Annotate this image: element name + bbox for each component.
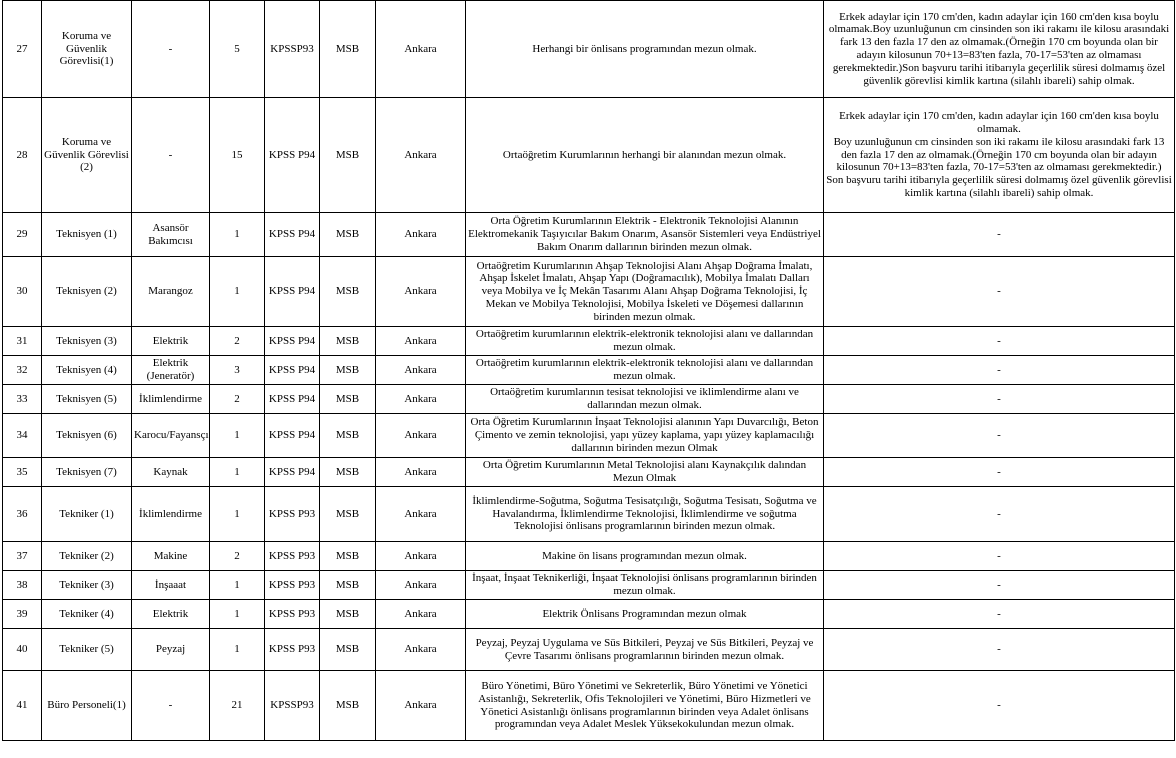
education-requirement: Ortaöğretim kurumlarının elektrik-elektronik teknolojisi alanı ve dallarından mezun olmak. — [466, 327, 824, 356]
position-subtitle: - — [132, 1, 210, 98]
table-row — [3, 600, 1175, 629]
position-subtitle: Elektrik — [132, 600, 210, 629]
city-name: Ankara — [376, 542, 466, 571]
education-requirement: Orta Öğretim Kurumlarının İnşaat Teknolojisi alanının Yapı Duvarcılığı, Beton Çimento ve zemin teknolojisi, yapı yüzey kaplama, yapı yüzey kaplamacılığı dallarının birinden mezun Olmak — [466, 414, 824, 458]
city-name: Ankara — [376, 571, 466, 600]
table-row — [3, 458, 1175, 487]
row-number: 40 — [3, 629, 42, 671]
education-requirement: Orta Öğretim Kurumlarının Metal Teknolojisi alanı Kaynakçılık dalından Mezun Olmak — [466, 458, 824, 487]
unit-name: MSB — [320, 487, 376, 542]
special-conditions: - — [824, 356, 1175, 385]
special-conditions: - — [824, 385, 1175, 414]
row-number: 32 — [3, 356, 42, 385]
position-count: 1 — [210, 414, 265, 458]
city-name: Ankara — [376, 356, 466, 385]
city-name: Ankara — [376, 98, 466, 213]
exam-type: KPSS P94 — [265, 327, 320, 356]
unit-name: MSB — [320, 257, 376, 327]
education-requirement: Büro Yönetimi, Büro Yönetimi ve Sekreterlik, Büro Yönetimi ve Yönetici Asistanlığı, Sekreterlik, Ofis Teknolojileri ve Yönetimi, Büro Hizmetleri ve Yönetici Asistanlığı önlisans programlarının birinden veya Adalet önlisans programından veya Adalet Meslek Yüksekokulundan mezun olmak. — [466, 671, 824, 741]
position-subtitle: Elektrik (Jeneratör) — [132, 356, 210, 385]
table-row — [3, 98, 1175, 213]
row-number: 38 — [3, 571, 42, 600]
special-conditions: - — [824, 542, 1175, 571]
position-subtitle: İklimlendirme — [132, 487, 210, 542]
positions-table — [2, 0, 1175, 741]
city-name: Ankara — [376, 487, 466, 542]
row-number: 39 — [3, 600, 42, 629]
unit-name: MSB — [320, 671, 376, 741]
unit-name: MSB — [320, 571, 376, 600]
special-conditions: - — [824, 600, 1175, 629]
position-count: 1 — [210, 257, 265, 327]
special-conditions: - — [824, 213, 1175, 257]
position-subtitle: - — [132, 671, 210, 741]
city-name: Ankara — [376, 629, 466, 671]
table-row — [3, 671, 1175, 741]
position-count: 5 — [210, 1, 265, 98]
exam-type: KPSS P93 — [265, 487, 320, 542]
position-subtitle: Asansör Bakımcısı — [132, 213, 210, 257]
exam-type: KPSS P94 — [265, 414, 320, 458]
position-count: 2 — [210, 327, 265, 356]
table-row — [3, 414, 1175, 458]
education-requirement: Peyzaj, Peyzaj Uygulama ve Süs Bitkileri, Peyzaj ve Süs Bitkileri, Peyzaj ve Çevre Tasarımı önlisans programlarının birinden mezun olmak. — [466, 629, 824, 671]
row-number: 27 — [3, 1, 42, 98]
city-name: Ankara — [376, 414, 466, 458]
education-requirement: Ortaöğretim kurumlarının elektrik-elektronik teknolojisi alanı ve dallarından mezun olmak. — [466, 356, 824, 385]
table-row — [3, 571, 1175, 600]
unit-name: MSB — [320, 213, 376, 257]
position-title: Teknisyen (2) — [42, 257, 132, 327]
position-count: 1 — [210, 487, 265, 542]
exam-type: KPSSP93 — [265, 671, 320, 741]
position-title: Tekniker (3) — [42, 571, 132, 600]
unit-name: MSB — [320, 98, 376, 213]
exam-type: KPSS P94 — [265, 257, 320, 327]
unit-name: MSB — [320, 356, 376, 385]
position-title: Teknisyen (1) — [42, 213, 132, 257]
table-row — [3, 213, 1175, 257]
row-number: 36 — [3, 487, 42, 542]
exam-type: KPSS P93 — [265, 542, 320, 571]
city-name: Ankara — [376, 600, 466, 629]
position-title: Teknisyen (4) — [42, 356, 132, 385]
position-title: Tekniker (5) — [42, 629, 132, 671]
row-number: 29 — [3, 213, 42, 257]
exam-type: KPSS P94 — [265, 385, 320, 414]
table-row — [3, 1, 1175, 98]
row-number: 37 — [3, 542, 42, 571]
position-count: 1 — [210, 571, 265, 600]
position-subtitle: Peyzaj — [132, 629, 210, 671]
position-count: 1 — [210, 600, 265, 629]
unit-name: MSB — [320, 414, 376, 458]
table-row — [3, 629, 1175, 671]
row-number: 35 — [3, 458, 42, 487]
exam-type: KPSS P94 — [265, 356, 320, 385]
exam-type: KPSS P94 — [265, 98, 320, 213]
position-count: 1 — [210, 458, 265, 487]
position-subtitle: - — [132, 98, 210, 213]
position-title: Koruma ve Güvenlik Görevlisi(1) — [42, 1, 132, 98]
unit-name: MSB — [320, 458, 376, 487]
special-conditions: - — [824, 571, 1175, 600]
exam-type: KPSSP93 — [265, 1, 320, 98]
special-conditions: - — [824, 458, 1175, 487]
position-count: 2 — [210, 542, 265, 571]
exam-type: KPSS P94 — [265, 213, 320, 257]
special-conditions: - — [824, 629, 1175, 671]
position-title: Teknisyen (6) — [42, 414, 132, 458]
position-count: 21 — [210, 671, 265, 741]
unit-name: MSB — [320, 600, 376, 629]
position-title: Tekniker (1) — [42, 487, 132, 542]
row-number: 33 — [3, 385, 42, 414]
position-subtitle: Marangoz — [132, 257, 210, 327]
city-name: Ankara — [376, 257, 466, 327]
position-count: 2 — [210, 385, 265, 414]
position-count: 3 — [210, 356, 265, 385]
unit-name: MSB — [320, 327, 376, 356]
row-number: 31 — [3, 327, 42, 356]
position-subtitle: Karocu/Fayansçı — [132, 414, 210, 458]
education-requirement: Orta Öğretim Kurumlarının Elektrik - Elektronik Teknolojisi Alanının Elektromekanik Taşıyıcılar Bakım Onarım, Asansör Sistemleri veya Endüstriyel Bakım Onarım dallarının birinden mezun olmak. — [466, 213, 824, 257]
table-row — [3, 542, 1175, 571]
position-title: Tekniker (4) — [42, 600, 132, 629]
unit-name: MSB — [320, 629, 376, 671]
city-name: Ankara — [376, 213, 466, 257]
special-conditions: Erkek adaylar için 170 cm'den, kadın adaylar için 160 cm'den kısa boylu olmamak. Boy uzunluğunun cm cinsinden son iki rakamı ile kilosu arasındaki fark 13 den fazla 17 den az olmamak.(Örneğin 170 cm boyunda olan bir adayın kilosunun 70+13=83'ten fazla, 70-17=53'ten az olmaması gerekmektedir.) Son başvuru tarihi itibarıyla geçerlilik süresi dolmamış özel güvenlik görevlisi kimlik kartına (silahlı ibareli) sahip olmak. — [824, 98, 1175, 213]
position-subtitle: İklimlendirme — [132, 385, 210, 414]
special-conditions: - — [824, 487, 1175, 542]
city-name: Ankara — [376, 327, 466, 356]
position-title: Teknisyen (7) — [42, 458, 132, 487]
position-subtitle: Kaynak — [132, 458, 210, 487]
special-conditions: - — [824, 414, 1175, 458]
table-row — [3, 487, 1175, 542]
position-title: Büro Personeli(1) — [42, 671, 132, 741]
education-requirement: Makine ön lisans programından mezun olmak. — [466, 542, 824, 571]
unit-name: MSB — [320, 542, 376, 571]
row-number: 30 — [3, 257, 42, 327]
row-number: 34 — [3, 414, 42, 458]
city-name: Ankara — [376, 385, 466, 414]
education-requirement: Ortaöğretim Kurumlarının Ahşap Teknolojisi Alanı Ahşap Doğrama İmalatı, Ahşap İskelet İmalatı, Ahşap Yapı (Doğramacılık), Mobilya İmalatı Dalları veya Mobilya ve İç Mekân Tasarımı Alanı Ahşap Doğrama Teknolojisi, İç Mekan ve Mobilya Teknolojisi, Mobilya İskeleti ve Döşemesi dallarının birinden mezun olmak. — [466, 257, 824, 327]
special-conditions: Erkek adaylar için 170 cm'den, kadın adaylar için 160 cm'den kısa boylu olmamak.Boy uzunluğunun cm cinsinden son iki rakamı ile kilosu arasındaki fark 13 den fazla 17 den az olmamak.(Örneğin 170 cm boyunda olan bir adayın kilosunun 70+13=83'ten fazla, 70-17=53'ten az olmaması gerekmektedir.)Son başvuru tarihi itibarıyla geçerlilik süresi dolmamış özel güvenlik görevlisi kimlik kartına (silahlı ibareli) sahip olmak. — [824, 1, 1175, 98]
table-row — [3, 257, 1175, 327]
position-count: 1 — [210, 213, 265, 257]
education-requirement: İnşaat, İnşaat Teknikerliği, İnşaat Teknolojisi önlisans programlarının birinden mezun olmak. — [466, 571, 824, 600]
position-title: Koruma ve Güvenlik Görevlisi (2) — [42, 98, 132, 213]
exam-type: KPSS P93 — [265, 600, 320, 629]
education-requirement: Elektrik Önlisans Programından mezun olmak — [466, 600, 824, 629]
city-name: Ankara — [376, 671, 466, 741]
city-name: Ankara — [376, 458, 466, 487]
education-requirement: Ortaöğretim kurumlarının tesisat teknolojisi ve iklimlendirme alanı ve dallarından mezun olmak. — [466, 385, 824, 414]
city-name: Ankara — [376, 1, 466, 98]
exam-type: KPSS P93 — [265, 629, 320, 671]
education-requirement: İklimlendirme-Soğutma, Soğutma Tesisatçılığı, Soğutma Tesisatı, Soğutma ve Havalandırma, İklimlendirme Teknolojisi, İklimlendirme ve soğutma Teknolojisi önlisans programlarının birinden mezun olmak. — [466, 487, 824, 542]
exam-type: KPSS P94 — [265, 458, 320, 487]
exam-type: KPSS P93 — [265, 571, 320, 600]
unit-name: MSB — [320, 385, 376, 414]
position-subtitle: Makine — [132, 542, 210, 571]
special-conditions: - — [824, 327, 1175, 356]
row-number: 41 — [3, 671, 42, 741]
position-subtitle: Elektrik — [132, 327, 210, 356]
education-requirement: Ortaöğretim Kurumlarının herhangi bir alanından mezun olmak. — [466, 98, 824, 213]
unit-name: MSB — [320, 1, 376, 98]
position-title: Teknisyen (3) — [42, 327, 132, 356]
position-title: Teknisyen (5) — [42, 385, 132, 414]
position-title: Tekniker (2) — [42, 542, 132, 571]
position-count: 1 — [210, 629, 265, 671]
table-row — [3, 385, 1175, 414]
row-number: 28 — [3, 98, 42, 213]
table-row — [3, 356, 1175, 385]
special-conditions: - — [824, 257, 1175, 327]
table-row — [3, 327, 1175, 356]
special-conditions: - — [824, 671, 1175, 741]
position-subtitle: İnşaaat — [132, 571, 210, 600]
education-requirement: Herhangi bir önlisans programından mezun olmak. — [466, 1, 824, 98]
position-count: 15 — [210, 98, 265, 213]
